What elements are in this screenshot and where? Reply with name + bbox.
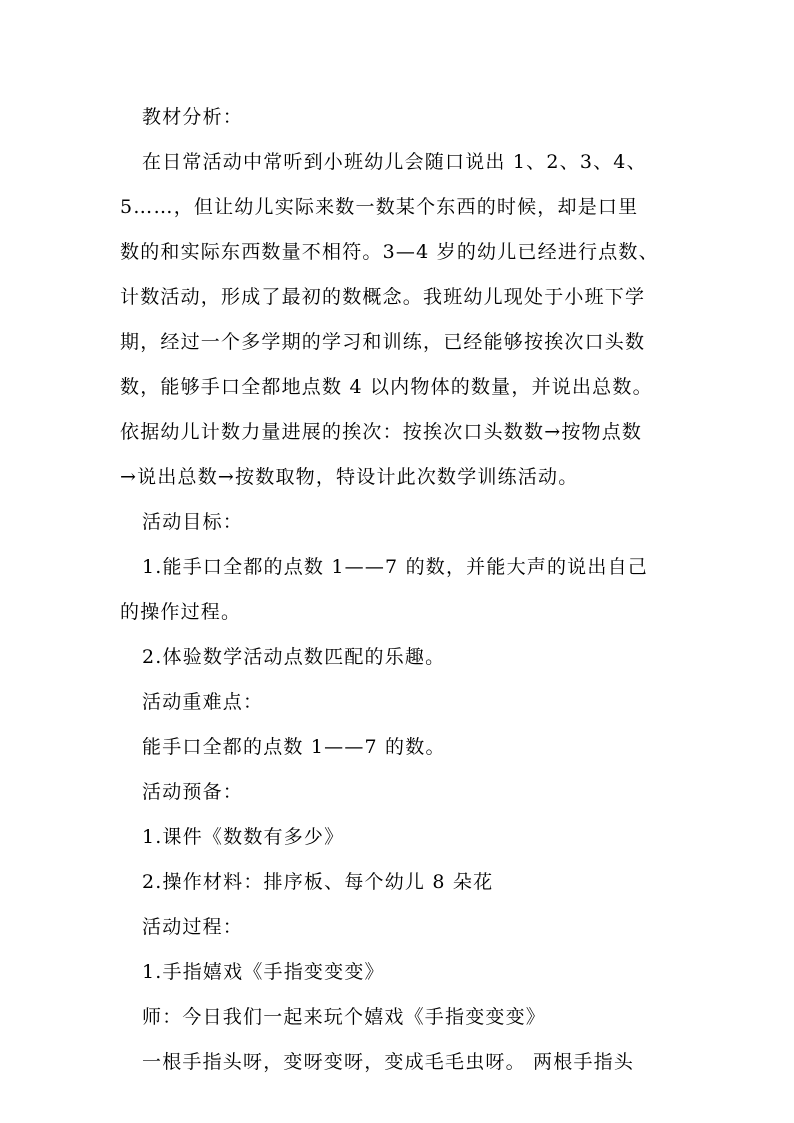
paragraph-line: 数，能够手口全都地点数 4 以内物体的数量，并说出总数。 [120,376,653,398]
list-item: 1.能手口全都的点数 1——7 的数，并能大声的说出自己 [142,556,648,578]
list-item: 1.手指嬉戏《手指变变变》 [142,961,385,983]
section-heading-preparation: 活动预备： [142,781,244,803]
paragraph-line: 依据幼儿计数力量进展的挨次：按挨次口头数数→按物点数 [120,421,643,443]
paragraph-line: →说出总数→按数取物，特设计此次数学训练活动。 [120,466,579,488]
paragraph-line: 5……，但让幼儿实际来数一数某个东西的时候，却是口里 [120,196,639,218]
list-item-continuation: 的操作过程。 [120,601,242,623]
section-heading-textbook-analysis: 教材分析： [142,106,244,128]
paragraph-line: 期，经过一个多学期的学习和训练，已经能够按挨次口头数 [120,331,646,353]
section-heading-process: 活动过程： [142,916,244,938]
list-item: 2.体验数学活动点数匹配的乐趣。 [142,646,446,668]
paragraph-line: 计数活动，形成了最初的数概念。我班幼儿现处于小班下学 [120,286,646,308]
paragraph-line: 师：今日我们一起来玩个嬉戏《手指变变变》 [142,1006,547,1028]
section-heading-key-points: 活动重难点： [142,691,264,713]
section-heading-activity-goals: 活动目标： [142,511,244,533]
paragraph-line: 在日常活动中常听到小班幼儿会随口说出 1、2、3、4、 [142,151,647,173]
document-body [120,95,690,1085]
paragraph-line: 数的和实际东西数量不相符。3—4 岁的幼儿已经进行点数、 [120,241,659,263]
paragraph-line: 能手口全都的点数 1——7 的数。 [142,736,446,758]
list-item: 1.课件《数数有多少》 [142,826,345,848]
paragraph-line: 一根手指头呀，变呀变呀，变成毛毛虫呀。 两根手指头 [142,1051,635,1073]
list-item: 2.操作材料：排序板、每个幼儿 8 朵花 [142,871,494,893]
